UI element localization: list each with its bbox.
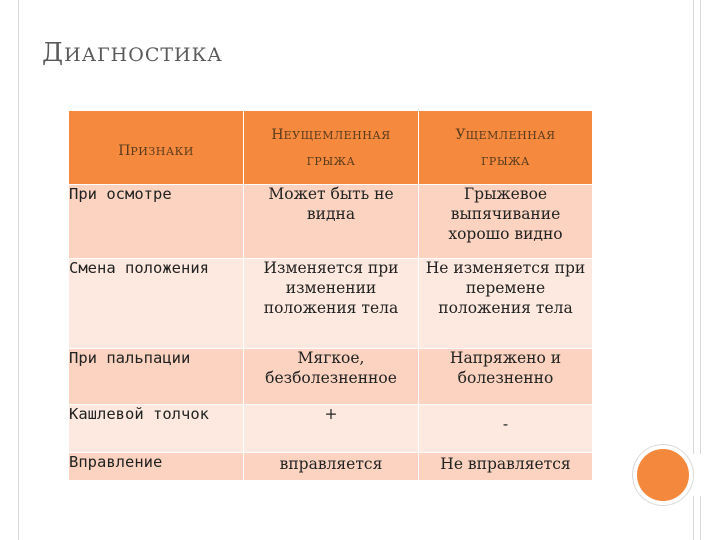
slide-title-initial: Д [42,38,65,68]
header-strangulated-rest: ЩЕМЛЕННАЯ [465,128,556,142]
row-strangulated-value: - [419,405,593,453]
header-strangulated-line2: ГРЫЖА [481,154,530,168]
header-signs [69,111,244,185]
slide-title [42,38,223,68]
table-row [69,405,593,453]
row-sign: При пальпации [69,349,244,405]
table-row [69,259,593,349]
slide-title-rest: ИАГНОСТИКА [64,44,223,66]
header-strangulated [419,111,593,185]
header-strangulated-initial: У [455,126,466,143]
row-strangulated-value: Напряжено и болезненно [419,349,593,405]
header-nonstrangulated-initial: Н [271,126,284,143]
row-nonstrangulated-value: + [244,405,419,453]
row-nonstrangulated-value: Изменяется при изменении положения тела [244,259,419,349]
header-nonstrangulated [244,111,419,185]
row-nonstrangulated-value: Может быть не видна [244,185,419,259]
frame-line-right-lower-outer [693,496,694,540]
row-strangulated-value: Не изменяется при перемене положения тела [419,259,593,349]
header-signs-initial: П [118,142,131,159]
row-sign: При осмотре [69,185,244,259]
table-row [69,185,593,259]
frame-line-left [18,0,19,540]
table-row [69,453,593,481]
header-nonstrangulated-line2: ГРЫЖА [306,154,356,168]
row-sign: Вправление [69,453,244,481]
table-row [69,349,593,405]
header-nonstrangulated-rest: ЕУЩЕМЛЕННАЯ [283,128,391,142]
row-nonstrangulated-value: вправляется [244,453,419,481]
row-sign: Кашлевой толчок [69,405,244,453]
row-strangulated-value: Грыжевое выпячивание хорошо видно [419,185,593,259]
header-signs-rest: РИЗНАКИ [130,144,194,158]
decorative-circle [637,449,689,501]
table-header-row [69,111,593,185]
row-nonstrangulated-value: Мягкое, безболезненное [244,349,419,405]
row-sign: Смена положения [69,259,244,349]
frame-line-right-inner [700,0,701,454]
frame-line-right-lower-inner [700,496,701,540]
frame-line-right-outer [693,0,694,454]
comparison-table [68,110,593,481]
row-strangulated-value: Не вправляется [419,453,593,481]
